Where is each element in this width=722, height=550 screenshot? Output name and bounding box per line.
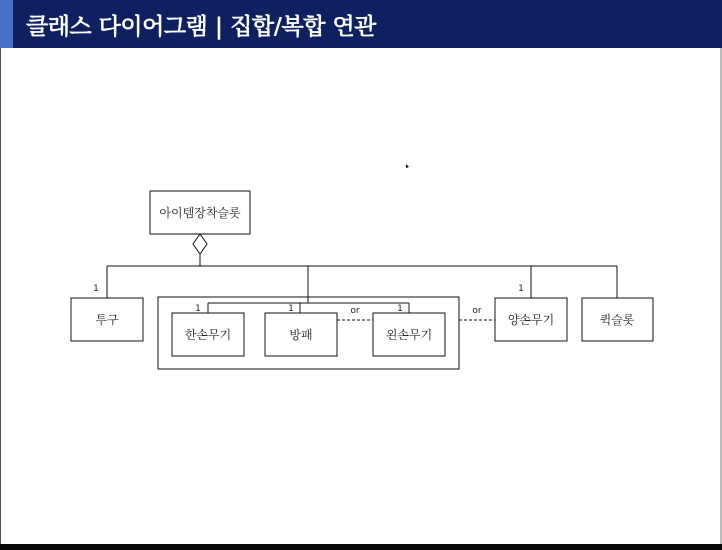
- or-label-outer: or: [472, 306, 482, 316]
- multiplicity-shield: 1: [288, 304, 294, 314]
- class-one-hand-weapon-label: 한손무기: [184, 328, 232, 342]
- multiplicity-one-hand: 1: [195, 304, 201, 314]
- class-two-hand-weapon-label: 양손무기: [507, 313, 555, 327]
- multiplicity-helmet: 1: [93, 284, 99, 294]
- class-shield-label: 방패: [289, 328, 313, 342]
- mouse-cursor-icon: [406, 164, 409, 168]
- multiplicity-off-hand: 1: [397, 304, 403, 314]
- or-label-inner: or: [350, 306, 360, 316]
- multiplicity-two-hand: 1: [518, 284, 524, 294]
- page-title: 클래스 다이어그램 | 집합/복합 연관: [26, 14, 376, 40]
- class-helmet-label: 투구: [95, 313, 119, 327]
- aggregation-diamond-icon: [193, 234, 207, 254]
- class-diagram: [0, 48, 722, 544]
- title-bar: [0, 0, 722, 48]
- bottom-bar: [0, 544, 722, 550]
- class-item-slot-label: 아이템장착슬롯: [159, 206, 241, 220]
- class-off-hand-weapon-label: 왼손무기: [385, 328, 433, 342]
- class-quick-slot-label: 퀵슬롯: [599, 313, 635, 327]
- title-accent-strip: [0, 0, 13, 48]
